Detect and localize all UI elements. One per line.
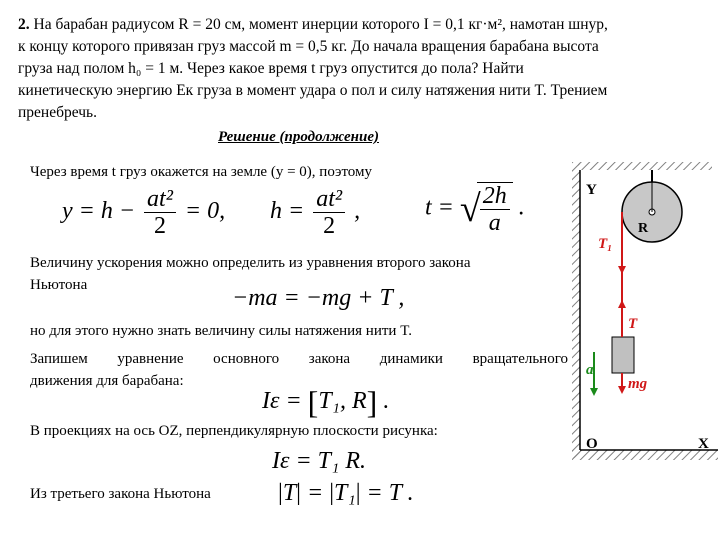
ceiling-hatch <box>578 162 712 170</box>
equation-newton-2: −ma = −mg + T , <box>232 285 405 311</box>
problem-number: 2. <box>18 16 30 33</box>
eq1a-fraction <box>144 186 176 239</box>
abs-bar-icon: | <box>296 480 301 506</box>
radius-label: R <box>638 221 649 236</box>
problem-line-3: груза над полом h₀ = 1 м. Через какое время t груз опустится до пола? Найти <box>18 60 524 77</box>
eq1a-den: 2 <box>153 213 166 239</box>
tension-t-arrowhead <box>618 300 626 308</box>
eq1b-lhs: h = <box>270 198 305 225</box>
paragraph-4a: Запишем уравнение основного закона динамики вращательного <box>30 351 568 367</box>
wall-hatch <box>572 162 580 458</box>
tension-t1-arrowhead <box>618 266 626 274</box>
sqrt-sign-icon: √ <box>459 188 481 230</box>
problem-statement <box>18 14 710 124</box>
paragraph-6: Из третьего закона Ньютона <box>30 486 211 502</box>
eq1a-rhs: = 0, <box>184 198 226 225</box>
left-bracket-icon: [ <box>307 384 319 420</box>
eq1b-rhs: , <box>354 198 361 225</box>
problem-line-2: к концу которого привязан груз массой m = 0,5 кг. До начала вращения барабана высота <box>18 38 599 55</box>
problem-line-5: пренебречь. <box>18 104 97 121</box>
eq3-lhs: Iε = <box>262 388 302 415</box>
paragraph-2b: Ньютона <box>30 277 88 293</box>
eq1b-num: at² <box>313 186 345 213</box>
weight-block <box>612 337 634 373</box>
eq3-rhs: . <box>383 388 390 415</box>
eq3-inner: T₁, R <box>318 388 367 415</box>
eq1c-rhs: . <box>518 194 525 221</box>
axis-x-label: X <box>698 436 709 452</box>
eq1a-num: at² <box>144 186 176 213</box>
paragraph-5: В проекциях на ось OZ, перпендикулярную плоскости рисунка: <box>30 423 438 439</box>
equation-h <box>270 186 360 239</box>
eq1b-den: 2 <box>323 213 336 239</box>
eq1c-lhs: t = <box>425 194 454 221</box>
tension-t-label: T <box>628 316 638 332</box>
equation-newton-3 <box>278 480 414 507</box>
equation-projection: Iε = T₁ R. <box>272 448 366 474</box>
tension-t1-label: T₁ <box>598 236 613 252</box>
abs-bar-icon: | <box>329 480 334 506</box>
equation-rotational <box>262 384 389 421</box>
right-bracket-icon: ] <box>366 384 378 420</box>
gravity-label: mg <box>628 376 648 392</box>
axis-y-label: Y <box>586 182 597 198</box>
eq1b-fraction <box>313 186 345 239</box>
eq5-a: T <box>282 480 297 506</box>
eq1a-lhs: y = h − <box>62 198 136 225</box>
origin-label: O <box>586 436 598 452</box>
eq5-rhs: = T . <box>366 480 414 506</box>
eq5-mid: = <box>306 480 324 506</box>
paragraph-2a: Величину ускорения можно определить из уравнения второго закона <box>30 255 471 271</box>
acceleration-arrowhead <box>590 388 598 396</box>
eq1c-fraction <box>480 183 510 236</box>
paragraph-1: Через время t груз окажется на земле (y = 0), поэтому <box>30 164 373 180</box>
eq1c-num: 2h <box>480 183 510 210</box>
eq1c-den: a <box>488 210 501 236</box>
problem-line-4: кинетическую энергию Eк груза в момент удара о пол и силу натяжения нити T. Трением <box>18 82 608 99</box>
solution-title: Решение (продолжение) <box>218 129 379 145</box>
paragraph-4b: движения для барабана: <box>30 373 184 389</box>
problem-line-1: На барабан радиусом R = 20 см, момент инерции которого I = 0,1 кг·м², намотан шнур, <box>33 16 608 33</box>
equation-y <box>62 186 225 239</box>
acceleration-label: a <box>586 362 594 378</box>
paragraph-3: но для этого нужно знать величину силы натяжения нити T. <box>30 323 412 339</box>
drum-diagram <box>572 162 718 462</box>
abs-bar-icon: | <box>355 480 361 506</box>
equation-t <box>425 182 525 236</box>
abs-bar-icon: | <box>278 480 283 506</box>
eq5-b: T₁ <box>334 480 356 506</box>
gravity-arrowhead <box>618 386 626 394</box>
sqrt-radicand <box>477 182 513 236</box>
